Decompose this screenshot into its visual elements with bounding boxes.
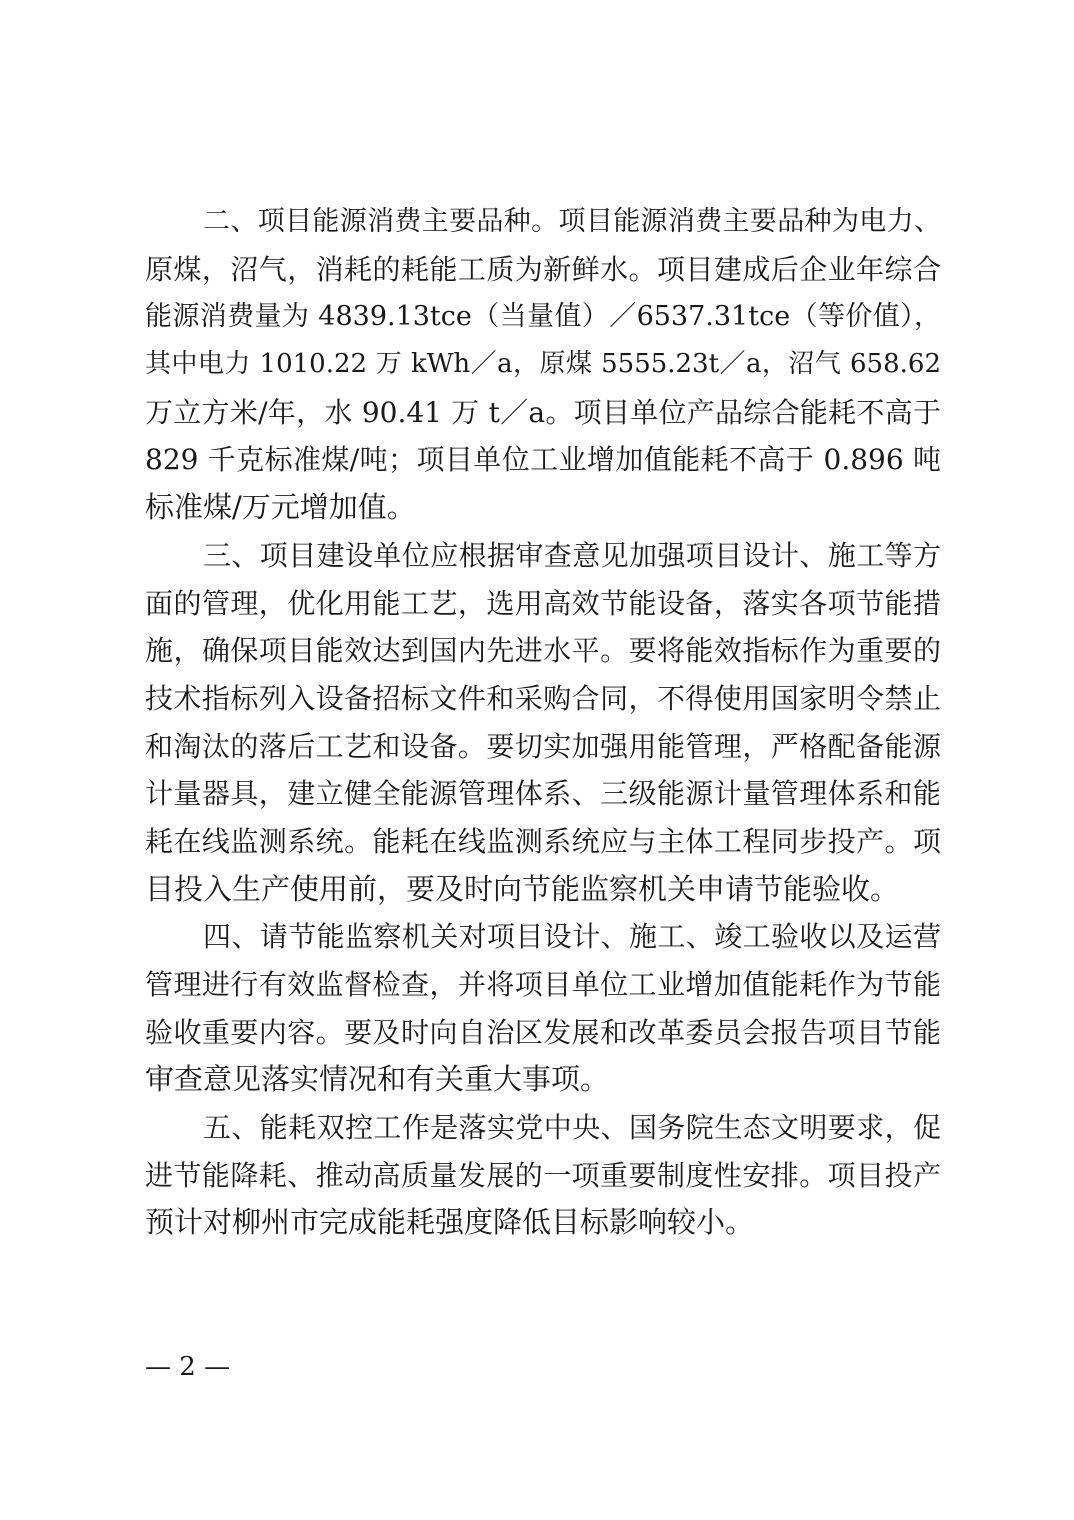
text-line: 目投入生产使用前，要及时向节能监察机关申请节能验收。 [145, 871, 900, 906]
text-line: 四、请节能监察机关对项目设计、施工、竣工验收以及运营 [203, 920, 941, 954]
text-line: 验收重要内容。要及时向自治区发展和改革委员会报告项目节能 [145, 1015, 941, 1049]
paragraph-supervision [145, 913, 941, 1104]
text-line: 计量器具，建立健全能源管理体系、三级能源计量管理体系和能 [145, 777, 941, 811]
text-line: 三、项目建设单位应根据审查意见加强项目设计、施工等方 [203, 538, 941, 572]
text-line: 预计对柳州市完成能耗强度降低目标影响较小。 [145, 1205, 755, 1240]
text-line: 标准煤/万元增加值。 [145, 490, 416, 525]
text-line: 进节能降耗、推动高质量发展的一项重要制度性安排。项目投产 [145, 1158, 941, 1192]
text-line: 能源消费量为 4839.13tce（当量值）／6537.31tce（等价值）， [145, 301, 941, 333]
text-line: 施，确保项目能效达到国内先进水平。要将能效指标作为重要的 [145, 634, 941, 668]
paragraph-dual-control [145, 1104, 941, 1247]
paragraph-construction-management [145, 532, 941, 914]
text-line: 二、项目能源消费主要品种。项目能源消费主要品种为电力、 [203, 206, 941, 237]
paragraph-energy-types [145, 198, 941, 532]
text-line: 829 千克标准煤/吨；项目单位工业增加值能耗不高于 0.896 吨 [145, 443, 941, 477]
document-body [145, 198, 941, 1247]
text-line: 技术指标列入设备招标文件和采购合同，不得使用国家明令禁止 [145, 681, 941, 715]
text-line: 面的管理，优化用能工艺，选用高效节能设备，落实各项节能措 [145, 586, 941, 620]
text-line: 和淘汰的落后工艺和设备。要切实加强用能管理，严格配备能源 [145, 729, 941, 763]
text-line: 耗在线监测系统。能耗在线监测系统应与主体工程同步投产。项 [145, 824, 941, 858]
text-line: 原煤，沼气，消耗的耗能工质为新鲜水。项目建成后企业年综合 [145, 252, 941, 286]
text-line: 审查意见落实情况和有关重大事项。 [145, 1062, 610, 1097]
text-line: 管理进行有效监督检查，并将项目单位工业增加值能耗作为节能 [145, 968, 941, 1001]
text-line: 五、能耗双控工作是落实党中央、国务院生态文明要求，促 [203, 1111, 941, 1145]
text-line: 万立方米/年，水 90.41 万 t／a。项目单位产品综合能耗不高于 [145, 395, 941, 429]
text-line: 其中电力 1010.22 万 kWh／a，原煤 5555.23t／a，沼气 658.62 [145, 349, 941, 380]
page-number: — 2 — [145, 1352, 231, 1382]
